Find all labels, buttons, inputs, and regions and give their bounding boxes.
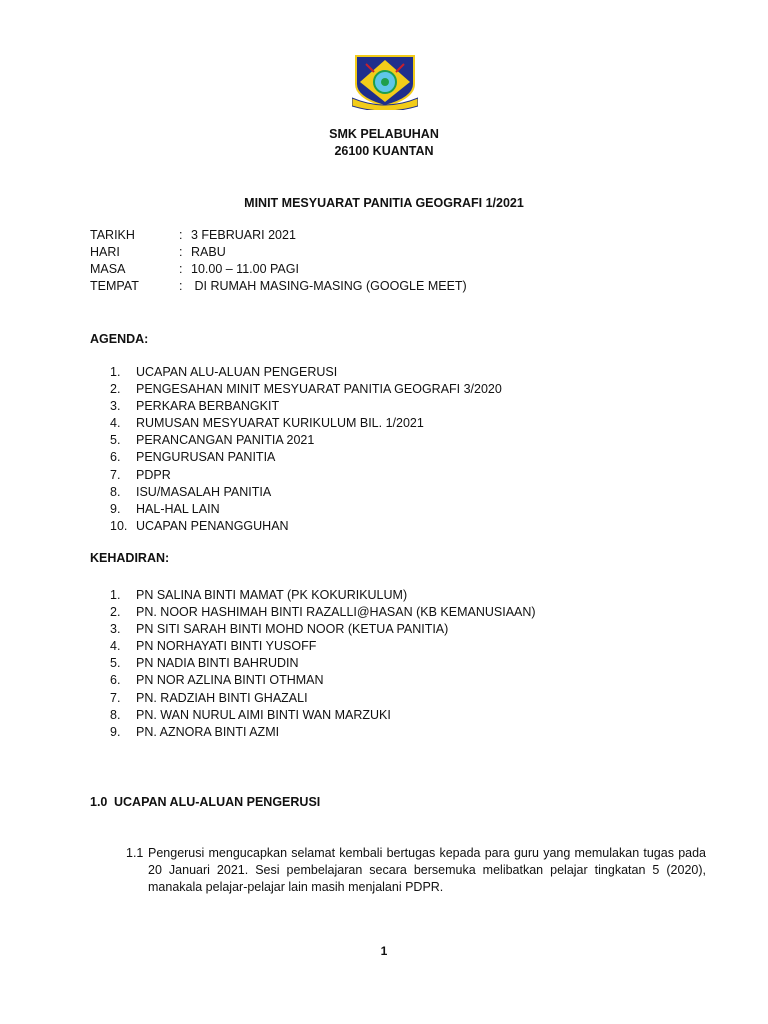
list-text: PDPR [136, 467, 171, 482]
list-text: PN SALINA BINTI MAMAT (PK KOKURIKULUM) [136, 588, 408, 602]
list-text: PN NOR AZLINA BINTI OTHMAN [136, 673, 324, 688]
info-label: TEMPAT [90, 279, 139, 293]
list-text: PERANCANGAN PANITIA 2021 [136, 433, 315, 448]
list-text: UCAPAN PENANGGUHAN [136, 518, 289, 533]
list-text: RUMUSAN MESYUARAT KURIKULUM BIL. 1/2021 [136, 416, 424, 431]
list-text: PENGURUSAN PANITIA [136, 450, 276, 465]
list-text: PN NORHAYATI BINTI YUSOFF [136, 639, 317, 654]
list-number: 5. [110, 433, 121, 448]
list-number: 3. [110, 399, 121, 414]
document-title: MINIT MESYUARAT PANITIA GEOGRAFI 1/2021 [244, 196, 524, 210]
info-value: 3 FEBRUARI 2021 [191, 228, 296, 242]
paragraph-number: 1.1 [126, 846, 144, 860]
list-number: 2. [110, 382, 121, 397]
school-crest-logo [352, 54, 418, 110]
list-text: PN. WAN NURUL AIMI BINTI WAN MARZUKI [136, 707, 391, 722]
list-number: 4. [110, 416, 121, 431]
list-text: PN. NOOR HASHIMAH BINTI RAZALLI@HASAN (KB KEMANUSIAAN) [136, 605, 536, 620]
list-number: 9. [110, 501, 121, 516]
info-colon: : [179, 228, 183, 242]
paragraph-text: Pengerusi mengucapkan selamat kembali bertugas kepada para guru yang memulakan tugas pada 20 Januari 2021. Sesi pembelajaran secara bersemuka melibatkan pelajar tingkatan 5 (2020), manakala pelajar-pelajar lain masih menjalani PDPR. [148, 846, 706, 894]
list-text: HAL-HAL LAIN [136, 501, 220, 516]
info-value: 10.00 – 11.00 PAGI [191, 262, 299, 276]
school-name: SMK PELABUHAN [329, 127, 439, 141]
list-number: 4. [110, 639, 121, 654]
page-number: 1 [380, 944, 388, 958]
list-number: 9. [110, 724, 121, 739]
list-number: 5. [110, 656, 121, 671]
info-value: DI RUMAH MASING-MASING (GOOGLE MEET) [191, 279, 467, 293]
list-text: PN NADIA BINTI BAHRUDIN [136, 656, 299, 671]
list-number: 8. [110, 707, 121, 722]
list-number: 1. [110, 588, 121, 602]
info-label: TARIKH [90, 228, 135, 242]
list-number: 6. [110, 450, 121, 465]
list-number: 2. [110, 605, 121, 620]
list-text: PN. AZNORA BINTI AZMI [136, 724, 280, 739]
list-number: 3. [110, 622, 121, 637]
school-address: 26100 KUANTAN [334, 144, 434, 158]
section-heading [90, 795, 320, 809]
list-number: 8. [110, 484, 121, 499]
info-colon: : [179, 245, 183, 259]
info-label: MASA [90, 262, 126, 276]
list-text: PENGESAHAN MINIT MESYUARAT PANITIA GEOGRAFI 3/2020 [136, 382, 502, 397]
list-text: PN SITI SARAH BINTI MOHD NOOR (KETUA PANITIA) [136, 622, 449, 637]
list-number: 1. [110, 365, 121, 379]
attendance-heading: KEHADIRAN: [90, 551, 170, 565]
section-paragraph [126, 845, 706, 896]
list-text: PN. RADZIAH BINTI GHAZALI [136, 690, 308, 705]
list-text: ISU/MASALAH PANITIA [136, 484, 272, 499]
section-number: 1.0 [90, 795, 108, 809]
list-text: PERKARA BERBANGKIT [136, 399, 280, 414]
list-number: 6. [110, 673, 121, 688]
list-number: 10. [110, 518, 128, 533]
info-colon: : [179, 279, 183, 293]
agenda-heading: AGENDA: [90, 332, 149, 346]
info-value: RABU [191, 245, 226, 259]
section-title: UCAPAN ALU-ALUAN PENGERUSI [114, 795, 321, 809]
info-colon: : [179, 262, 183, 276]
list-number: 7. [110, 467, 121, 482]
info-label: HARI [90, 245, 120, 259]
list-text: UCAPAN ALU-ALUAN PENGERUSI [136, 365, 338, 379]
list-number: 7. [110, 690, 121, 705]
